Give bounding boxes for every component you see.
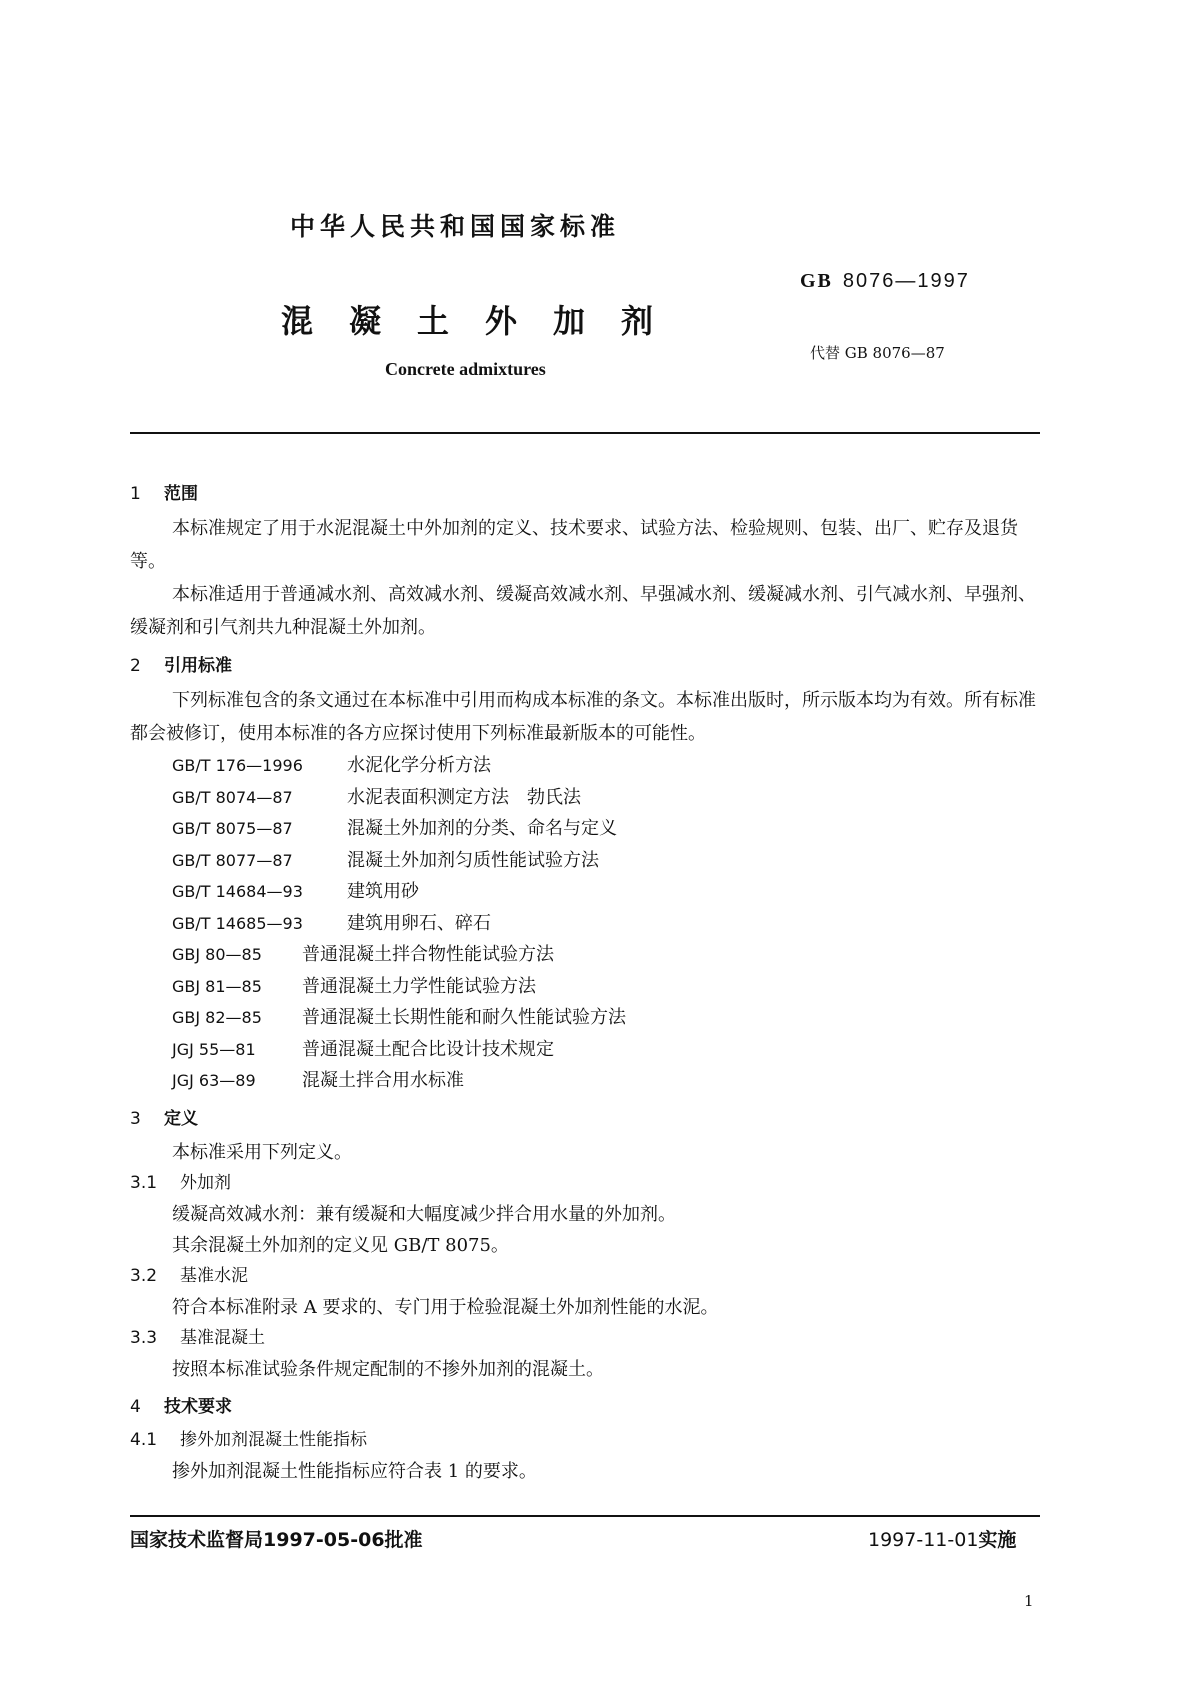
section-number: 2	[130, 656, 141, 676]
reference-code: GBJ 80—85	[172, 945, 262, 964]
reference-item	[172, 876, 1050, 908]
reference-item	[172, 750, 1050, 782]
subsection-number: 4.1	[130, 1429, 158, 1450]
reference-item	[172, 845, 1050, 877]
header-divider	[130, 432, 1040, 434]
reference-code: GB/T 8074—87	[172, 787, 293, 807]
standard-number-value: 8076—1997	[842, 270, 970, 292]
reference-item	[172, 813, 1050, 845]
section-title: 定义	[164, 1108, 198, 1129]
subsection-title: 外加剂	[180, 1172, 231, 1193]
reference-code: GB/T 14684—93	[172, 882, 303, 901]
reference-item	[172, 1065, 1050, 1097]
section-number: 1	[130, 484, 141, 504]
section-title: 引用标准	[164, 656, 232, 676]
section-number: 3	[130, 1108, 141, 1129]
section-1-heading	[130, 476, 1050, 512]
subsection-title: 基准水泥	[180, 1265, 248, 1286]
reference-code: GB/T 8077—87	[172, 850, 293, 870]
subsection-title: 基准混凝土	[180, 1327, 265, 1348]
reference-name: 混凝土拌合用水标准	[302, 1070, 464, 1091]
section-4-heading	[130, 1389, 1050, 1425]
reference-name: 普通混凝土力学性能试验方法	[302, 975, 536, 997]
subsection-4-1-heading	[130, 1425, 1050, 1456]
page-number: 1	[1024, 1592, 1034, 1610]
subsection-3-3-line-1: 按照本标准试验条件规定配制的不掺外加剂的混凝土。	[172, 1358, 604, 1380]
standard-number	[800, 270, 970, 293]
subsection-3-1-line-2: 其余混凝土外加剂的定义见 GB/T 8075。	[172, 1234, 509, 1256]
reference-name: 建筑用砂	[347, 881, 419, 902]
reference-item	[172, 939, 1050, 971]
section-1-paragraph-1: 本标准规定了用于水泥混凝土中外加剂的定义、技术要求、试验方法、检验规则、包装、出厂、贮存及退货等。	[130, 518, 1018, 572]
reference-code: JGJ 63—89	[172, 1071, 256, 1090]
reference-name: 混凝土外加剂匀质性能试验方法	[347, 849, 599, 871]
reference-name: 普通混凝土拌合物性能试验方法	[302, 944, 554, 965]
footer-divider	[130, 1515, 1040, 1517]
reference-name: 建筑用卵石、碎石	[347, 912, 491, 934]
reference-item	[172, 1034, 1050, 1066]
subsection-3-1-line-1: 缓凝高效减水剂：兼有缓凝和大幅度减少拌合用水量的外加剂。	[172, 1203, 676, 1225]
document-title-en: Concrete admixtures	[385, 359, 546, 379]
subsection-3-2-line-1: 符合本标准附录 A 要求的、专门用于检验混凝土外加剂性能的水泥。	[172, 1296, 719, 1318]
reference-item	[172, 1002, 1050, 1034]
subsection-number: 3.1	[130, 1172, 158, 1193]
subsection-3-2-heading	[130, 1261, 1050, 1292]
effective-date: 1997-11-01	[868, 1529, 979, 1551]
reference-list	[130, 750, 1050, 1097]
reference-name: 混凝土外加剂的分类、命名与定义	[347, 818, 617, 839]
section-title: 范围	[164, 484, 198, 504]
reference-code: JGJ 55—81	[172, 1039, 256, 1059]
issuing-country-header: 中华人民共和国国家标准	[290, 212, 621, 241]
effective-suffix: 实施	[978, 1529, 1017, 1551]
section-title: 技术要求	[164, 1396, 232, 1417]
reference-name: 水泥化学分析方法	[347, 755, 491, 776]
effective-line	[868, 1525, 1016, 1552]
section-1-paragraph-2: 本标准适用于普通减水剂、高效减水剂、缓凝高效减水剂、早强减水剂、缓凝减水剂、引气减水剂、早强剂、缓凝剂和引气剂共九种混凝土外加剂。	[130, 584, 1036, 638]
section-2-heading	[130, 648, 1050, 684]
document-body	[130, 472, 1050, 1487]
section-number: 4	[130, 1396, 141, 1417]
document-title-cn: 混凝土外加剂	[281, 302, 690, 340]
reference-item	[172, 908, 1050, 940]
subsection-number: 3.2	[130, 1265, 158, 1286]
reference-item	[172, 971, 1050, 1003]
approval-line: 国家技术监督局1997-05-06批准	[130, 1529, 423, 1551]
section-3-heading	[130, 1101, 1050, 1137]
reference-name: 普通混凝土配合比设计技术规定	[302, 1038, 554, 1060]
standard-prefix: GB	[800, 270, 833, 292]
reference-name: 普通混凝土长期性能和耐久性能试验方法	[302, 1007, 626, 1028]
reference-code: GBJ 81—85	[172, 976, 262, 996]
reference-code: GB/T 14685—93	[172, 913, 303, 933]
reference-code: GB/T 8075—87	[172, 819, 293, 838]
reference-name: 水泥表面积测定方法 勃氏法	[347, 786, 581, 808]
section-2-paragraph-1: 下列标准包含的条文通过在本标准中引用而构成本标准的条文。本标准出版时，所示版本均为有效。所有标准都会被修订，使用本标准的各方应探讨使用下列标准最新版本的可能性。	[130, 690, 1036, 744]
reference-code: GBJ 82—85	[172, 1008, 262, 1027]
replaces-standard: 代替 GB 8076—87	[810, 344, 945, 362]
reference-code: GB/T 176—1996	[172, 756, 303, 775]
subsection-number: 3.3	[130, 1327, 158, 1348]
subsection-4-1-line-1: 掺外加剂混凝土性能指标应符合表 1 的要求。	[172, 1460, 537, 1482]
subsection-3-3-heading	[130, 1323, 1050, 1354]
section-3-intro: 本标准采用下列定义。	[172, 1141, 352, 1163]
subsection-3-1-heading	[130, 1168, 1050, 1199]
reference-item	[172, 782, 1050, 814]
subsection-title: 掺外加剂混凝土性能指标	[180, 1429, 367, 1450]
